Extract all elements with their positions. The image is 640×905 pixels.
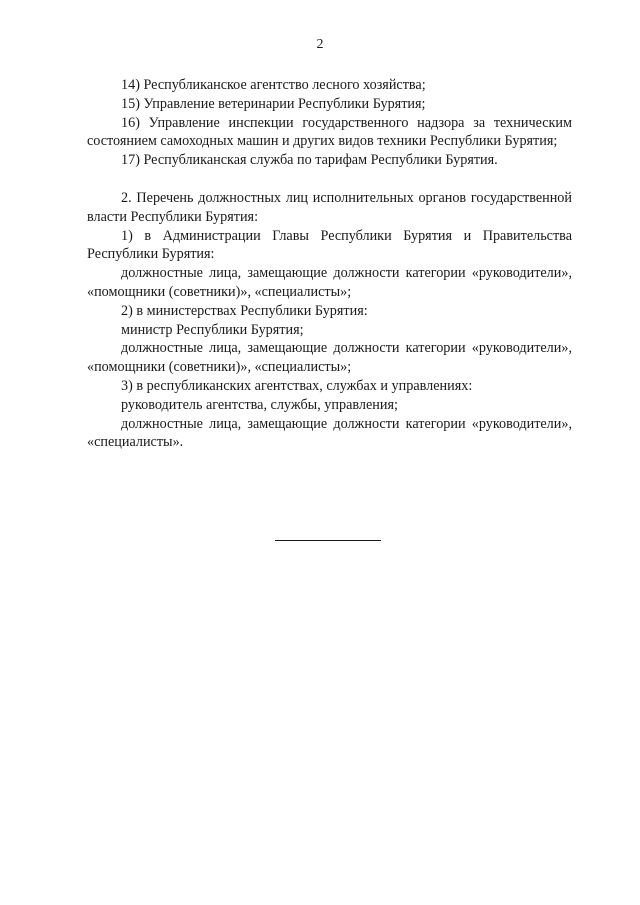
list-item-14: 14) Республиканское агентство лесного хозяйства; — [121, 77, 426, 93]
subsection-3-text: должностные лица, замещающие должности категории «руководители», «специалисты». — [87, 415, 572, 451]
document-body — [87, 76, 572, 452]
subsection-1-text: должностные лица, замещающие должности категории «руководители», «помощники (советники)», «специалисты»; — [87, 265, 572, 300]
subsection-1-title: 1) в Администрации Главы Республики Бурятия и Правительства Республики Бурятия: — [87, 227, 572, 263]
end-separator-line — [275, 540, 381, 541]
subsection-2-minister: министр Республики Бурятия; — [121, 321, 304, 338]
section-2-heading: 2. Перечень должностных лиц исполнительных органов государственной власти Республики Бурятия: — [87, 189, 572, 225]
subsection-2-title: 2) в министерствах Республики Бурятия: — [121, 302, 368, 319]
paragraph-gap — [87, 170, 572, 189]
list-item-17: 17) Республиканская служба по тарифам Республики Бурятия. — [121, 152, 498, 169]
page-number: 2 — [316, 37, 324, 52]
subsection-3-head: руководитель агентства, службы, управления; — [121, 396, 398, 413]
list-item-16: 16) Управление инспекции государственного надзора за техническим состоянием самоходных машин и других видов техники Республики Бурятия; — [87, 114, 572, 150]
subsection-2-text: должностные лица, замещающие должности категории «руководители», «помощники (советники)», «специалисты»; — [87, 340, 572, 376]
subsection-3-title: 3) в республиканских агентствах, службах и управлениях: — [121, 377, 473, 394]
list-item-15: 15) Управление ветеринарии Республики Бурятия; — [121, 95, 426, 112]
